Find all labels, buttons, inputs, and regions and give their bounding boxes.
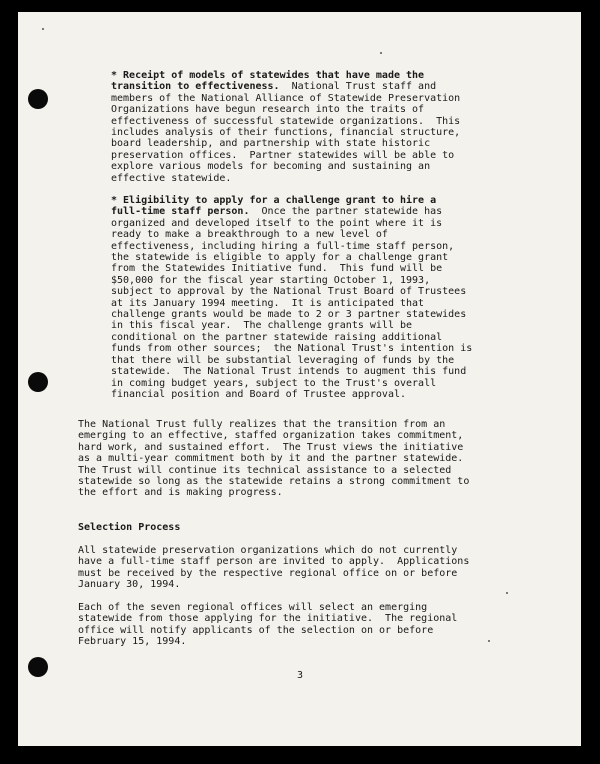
binder-hole-middle bbox=[28, 372, 48, 392]
bullet-body: Once the partner statewide has organized and developed itself to the point where it is ready to make a breakthrough to a new level of effectiveness, including hiring a full-time staff person, the statewide is eligible to apply for a challenge grant from the Statewides Initiative fund. This fund will be $50,000 for the fiscal year starting October 1, 1993, subject to approval by the National Trust Board of Trustees at its January 1994 meeting. It is anticipated that challenge grants would be made to 2 or 3 partner statewides in this fiscal year. The challenge grants will be conditional on the partner statewide raising additional funds from other sources; the National Trust's intention is that there will be substantial leveraging of funds by the statewide. The National Trust intends to augment this fund in coming budget years, subject to the Trust's overall financial position and Board of Trustee approval. bbox=[111, 206, 473, 400]
paragraph-transition-commitment: The National Trust fully realizes that the transition from an emerging to an effective, staffed organization takes commitment, hard work, and sustained effort. The Trust views the initiative as a multi-year commitment both by it and the partner statewide. The Trust will continue its technical assistance to a selected statewide so long as the statewide retains a strong commitment to the effort and is making progress. bbox=[78, 419, 470, 499]
paragraph-regional-selection: Each of the seven regional offices will select an emerging statewide from those applying for the initiative. The regional office will notify applicants of the selection on or before February 15, 1994. bbox=[78, 602, 458, 648]
section-heading-selection-process: Selection Process bbox=[78, 522, 181, 533]
bullet-heading: * Receipt of models of statewides that have made the transition to effectiveness. bbox=[111, 70, 425, 93]
page-number: 3 bbox=[297, 670, 304, 681]
binder-hole-bottom bbox=[28, 657, 48, 677]
bullet-receipt-of-models bbox=[111, 70, 551, 184]
binder-hole-top bbox=[28, 89, 48, 109]
speck bbox=[380, 52, 382, 54]
bullet-eligibility-challenge-grant bbox=[111, 195, 551, 400]
bullet-heading: * Eligibility to apply for a challenge grant to hire a full-time staff person. bbox=[111, 195, 437, 218]
speck bbox=[42, 28, 44, 30]
bullet-body: National Trust staff and members of the National Alliance of Statewide Preservation Organizations have begun research into the traits of effectiveness of successful statewide organizations. This includes analysis of their functions, financial structure, board leadership, and partnership with state historic preservation offices. Partner statewides will be able to explore various models for becoming and sustaining an effective statewide. bbox=[111, 81, 461, 184]
speck bbox=[506, 592, 508, 594]
speck bbox=[488, 640, 490, 642]
document-page bbox=[18, 12, 581, 746]
paragraph-eligibility-to-apply: All statewide preservation organizations which do not currently have a full-time staff person are invited to apply. Applications must be received by the respective regional office on or before January 30, 1994. bbox=[78, 545, 470, 591]
